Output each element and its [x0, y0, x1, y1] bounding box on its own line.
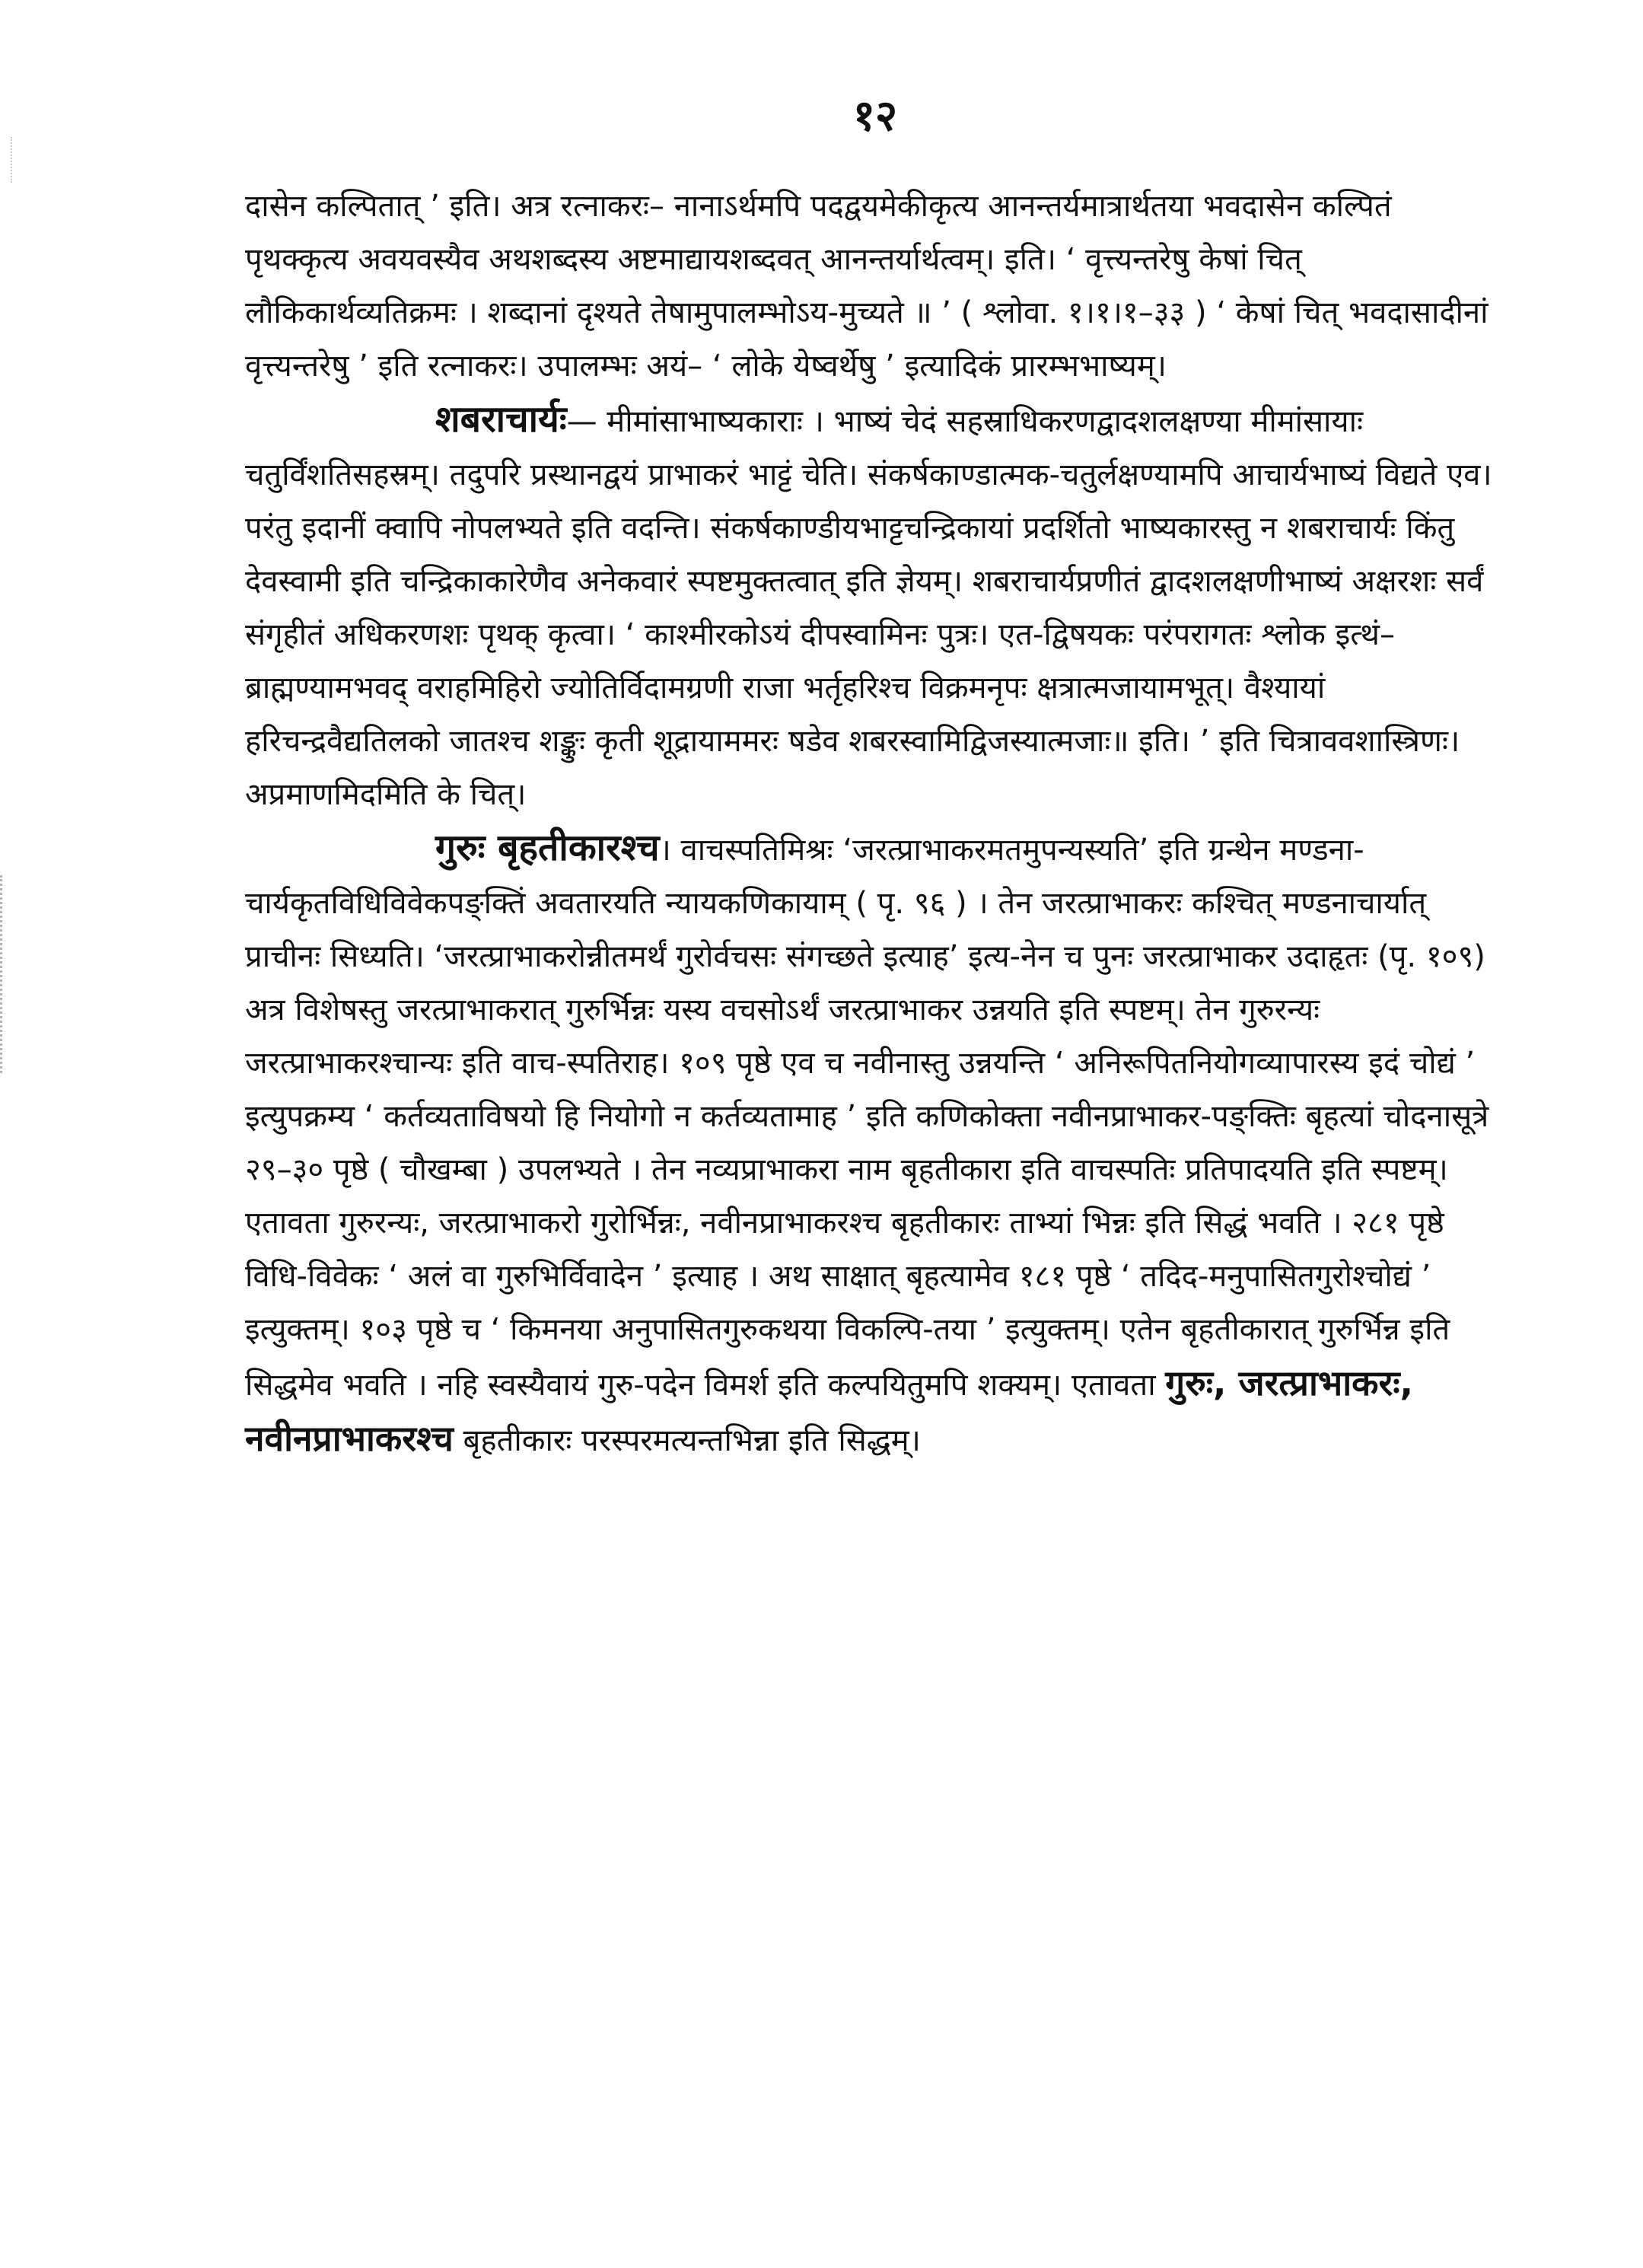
- scan-edge-artifact: [11, 137, 17, 183]
- paragraph-text: दासेन कल्पितात् ’ इति। अत्र रत्नाकरः– नानाऽर्थमपि पदद्वयमेकीकृत्य आनन्तर्यमात्रार्थतया भवदासेन कल्पितं पृथक्कृत्य अवयवस्यैव अथशब्दस्य अष्टमाद्यायशब्दवत् आनन्तर्यार्थत्वम्। इति। ‘ वृत्त्यन्तरेषु केषां चित् लौकिकार्थव्यतिक्रमः । शब्दानां दृश्यते तेषामुपालम्भोऽय-मुच्यते ॥ ’ ( श्लोवा. १।१।१–३३ ) ‘ केषां चित् भवदासादीनां वृत्त्यन्तरेषु ’ इति रत्नाकरः। उपालम्भः अयं– ‘ लोके येष्वर्थेषु ’ इत्यादिकं प्रारम्भभाष्यम्।: [245, 189, 1489, 384]
- paragraph-text: । वाचस्पतिमिश्रः ‘जरत्प्राभाकरमतमुपन्यस्यति’ इति ग्रन्थेन मण्डना-चार्यकृतविधिविवेकपङ्क्तिं अवतारयति न्यायकणिकायाम् ( पृ. ९६ ) । तेन जरत्प्राभाकरः कश्चित् मण्डनाचार्यात् प्राचीनः सिध्यति। ‘जरत्प्राभाकरोन्नीतमर्थं गुरोर्वचसः संगच्छते इत्याह’ इत्य-नेन च पुनः जरत्प्राभाकर उदाहृतः (पृ. १०९) अत्र विशेषस्तु जरत्प्राभाकरात् गुरुर्भिन्नः यस्य वचसोऽर्थं जरत्प्राभाकर उन्नयति इति स्पष्टम्। तेन गुरुरन्यः जरत्प्राभाकरश्चान्यः इति वाच-स्पतिराह। १०९ पृष्ठे एव च नवीनास्तु उन्नयन्ति ‘ अनिरूपितनियोगव्यापारस्य इदं चोद्यं ’ इत्युपक्रम्य ‘ कर्तव्यताविषयो हि नियोगो न कर्तव्यतामाह ’ इति कणिकोक्ता नवीनप्राभाकर-पङ्क्तिः बृहत्यां चोदनासूत्रे २९–३० पृष्ठे ( चौखम्बा ) उपलभ्यते । तेन नव्यप्राभाकरा नाम बृहतीकारा इति वाचस्पतिः प्रतिपादयति इति स्पष्टम्। एतावता गुरुरन्यः, जरत्प्राभाकरो गुरोर्भिन्नः, नवीनप्राभाकरश्च बृहतीकारः ताभ्यां भिन्नः इति सिद्धं भवति । २८१ पृष्ठे विधि-विवेकः ‘ अलं वा गुरुभिर्विवादेन ’ इत्याह । अथ साक्षात् बृहत्यामेव १८१ पृष्ठे ‘ तदिद-मनुपासितगुरोश्चोद्यं ’ इत्युक्तम्। १०३ पृष्ठे च ‘ किमनया अनुपासितगुरुकथया विकल्पि-तया ’ इत्युक्तम्। एतेन बृहतीकारात् गुरुर्भिन्न इति सिद्धमेव भवति । नहि स्वस्यैवायं गुरु-पदेन विमर्श इति कल्पयितुमपि शक्यम्। एतावता: [245, 833, 1489, 1403]
- section-heading: शबराचार्यः: [435, 398, 567, 441]
- scan-edge-artifact: [0, 875, 16, 1073]
- paragraph: [245, 821, 1501, 1467]
- paragraph-text: बृहतीकारः परस्परमत्यन्तभिन्ना इति सिद्धम्।: [453, 1423, 921, 1458]
- paragraph: [245, 180, 1501, 393]
- section-heading: गुरुः बृहतीकारश्च: [435, 827, 660, 869]
- emphasized-text: गुरुः, जरत्प्राभाकरः, नवीनप्राभाकरश्च: [245, 1362, 1414, 1459]
- paragraph-text: — मीमांसाभाष्यकाराः । भाष्यं चेदं सहस्राधिकरणद्वादशलक्षण्या मीमांसायाः चतुर्विंशतिसहस्रम्। तदुपरि प्रस्थानद्वयं प्राभाकरं भाट्टं चेति। संकर्षकाण्डात्मक-चतुर्लक्षण्यामपि आचार्यभाष्यं विद्यते एव। परंतु इदानीं क्वापि नोपलभ्यते इति वदन्ति। संकर्षकाण्डीयभाट्टचन्द्रिकायां प्रदर्शितो भाष्यकारस्तु न शबराचार्यः किंतु देवस्वामी इति चन्द्रिकाकारेणैव अनेकवारं स्पष्टमुक्तत्वात् इति ज्ञेयम्। शबराचार्यप्रणीतं द्वादशलक्षणीभाष्यं अक्षरशः सर्वं संगृहीतं अधिकरणशः पृथक् कृत्वा। ‘ काश्मीरकोऽयं दीपस्वामिनः पुत्रः। एत-द्विषयकः परंपरागतः श्लोक इत्थं– ब्राह्मण्यामभवद् वराहमिहिरो ज्योतिर्विदामग्रणी राजा भर्तृहरिश्च विक्रमनृपः क्षत्रात्मजायामभूत्। वैश्यायां हरिचन्द्रवैद्यतिलको जातश्च शङ्कुः कृती शूद्रायाममरः षडेव शबरस्वामिद्विजस्यात्मजाः॥ इति। ’ इति चित्राववशास्त्रिणः। अप्रमाणमिदमिति के चित्।: [245, 404, 1492, 812]
- body-text: [245, 180, 1501, 1467]
- paragraph: [245, 393, 1501, 821]
- page-number: १२: [852, 91, 898, 141]
